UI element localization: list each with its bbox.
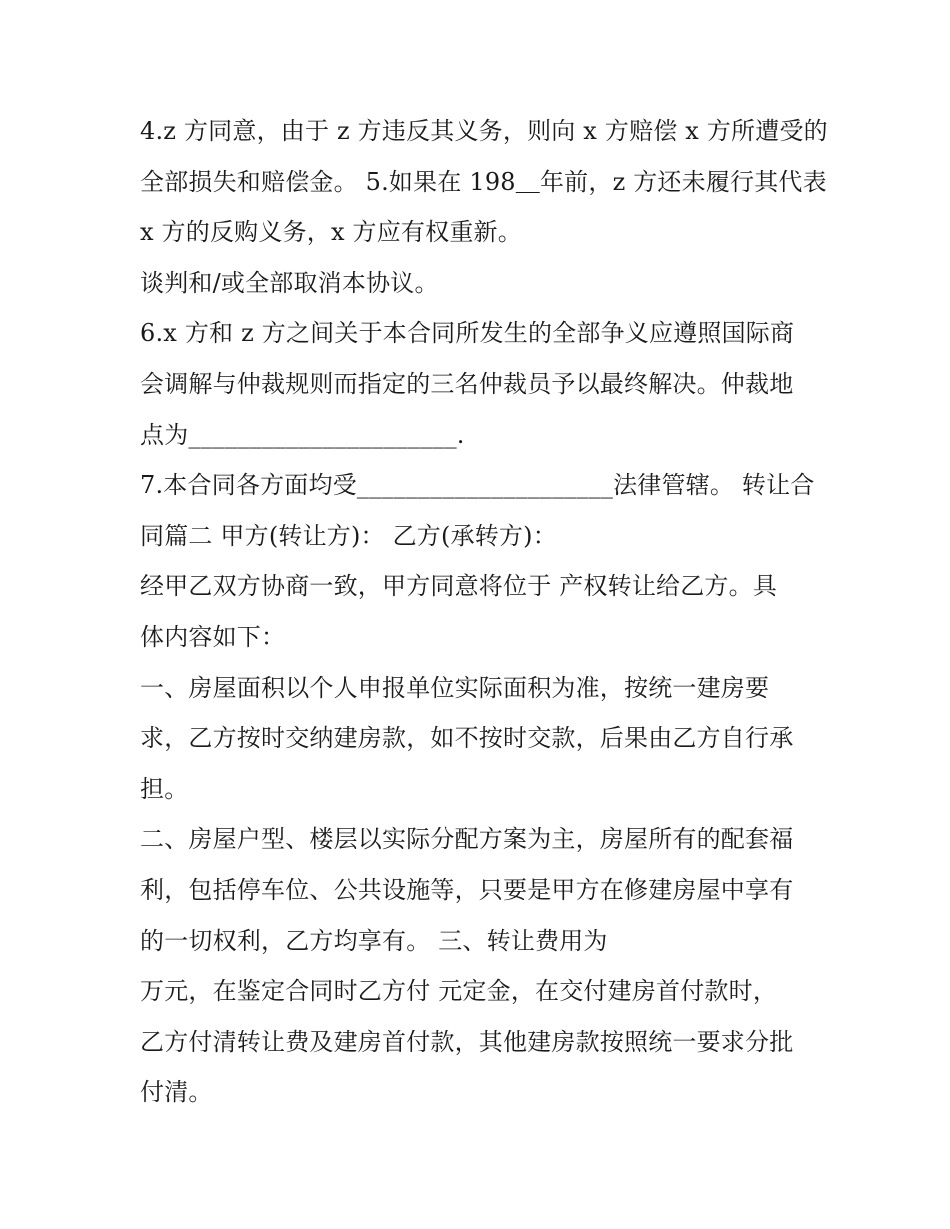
text-line: 4.z 方同意，由于 z 方违反其义务，则向 x 方赔偿 x 方所遭受的 xyxy=(140,117,828,145)
text-line: 万元，在鉴定合同时乙方付 元定金，在交付建房首付款时， xyxy=(140,977,778,1006)
text-line: 求，乙方按时交纳建房款，如不按时交款，后果由乙方自行承 xyxy=(140,724,794,753)
text-line: 二、房屋户型、楼层以实际分配方案为主，房屋所有的配套福 xyxy=(140,825,794,854)
text-line: 体内容如下： xyxy=(140,622,286,651)
text-line: 会调解与仲裁规则而指定的三名仲裁员予以最终解决。仲裁地 xyxy=(140,369,794,398)
text-line: 7.本合同各方面均受_____________________法律管辖。 转让合 xyxy=(140,471,815,500)
text-line: 6.x 方和 z 方之间关于本合同所发生的全部争义应遵照国际商 xyxy=(140,319,795,348)
text-line: 经甲乙双方协商一致，甲方同意将位于 产权转让给乙方。具 xyxy=(140,572,778,601)
document-body xyxy=(140,106,828,1118)
text-line: 全部损失和赔偿金。 5.如果在 198＿年前，z 方还未履行其代表 xyxy=(140,167,827,196)
text-line: 一、房屋面积以个人申报单位实际面积为准，按统一建房要 xyxy=(140,673,770,702)
text-line: 点为______________________. xyxy=(140,420,465,449)
text-line: 担。 xyxy=(140,774,189,803)
text-line: 谈判和/或全部取消本协议。 xyxy=(140,268,439,297)
text-line: 乙方付清转让费及建房首付款，其他建房款按照统一要求分批 xyxy=(140,1027,794,1056)
text-line: 同篇二 甲方(转让方)： 乙方(承转方)： xyxy=(140,521,557,550)
text-line: 付清。 xyxy=(140,1078,213,1107)
text-line: 利，包括停车位、公共设施等，只要是甲方在修建房屋中享有 xyxy=(140,875,794,904)
text-line: x 方的反购义务，x 方应有权重新。 xyxy=(140,218,522,247)
text-line: 的一切权利，乙方均享有。 三、转让费用为 xyxy=(140,926,608,955)
